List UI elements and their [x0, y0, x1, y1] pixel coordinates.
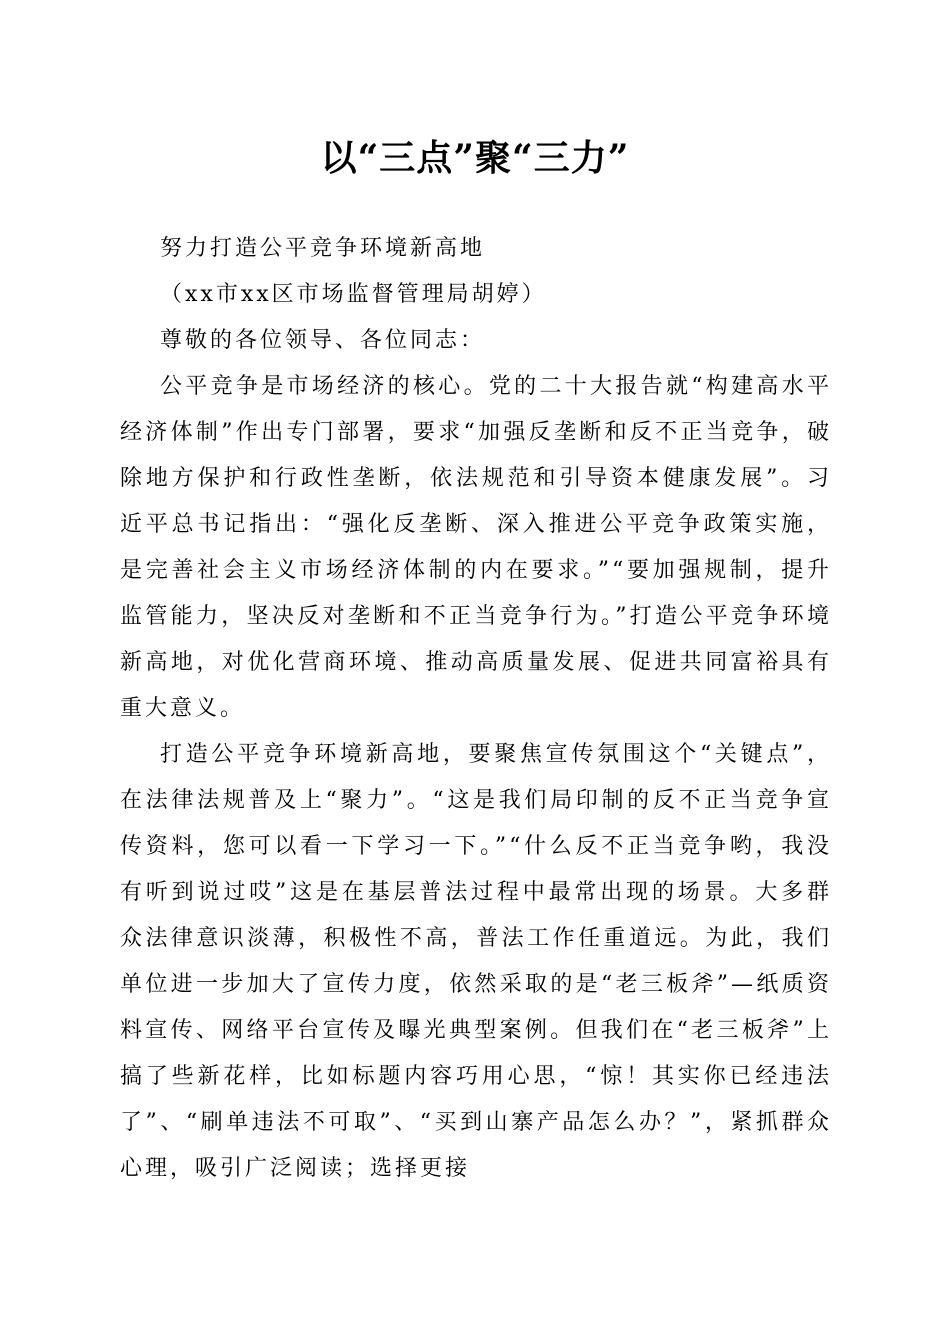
- body-paragraph: 公平竞争是市场经济的核心。党的二十大报告就“构建高水平经济体制”作出专门部署，要求“加强反垄断和反不正当竞争，破除地方保护和行政性垄断，依法规范和引导资本健康发展”。习近平总书记指出：“强化反垄断、深入推进公平竞争政策实施，是完善社会主义市场经济体制的内在要求。”“要加强规制，提升监管能力，坚决反对垄断和不正当竞争行为。”打造公平竞争环境新高地，对优化营商环境、推动高质量发展、促进共同富裕具有重大意义。: [120, 374, 832, 721]
- body-paragraph: 打造公平竞争环境新高地，要聚焦宣传氛围这个“关键点”，在法律法规普及上“聚力”。“这是我们局印制的反不正当竞争宣传资料，您可以看一下学习一下。”“什么反不正当竞争哟，我没有听到说过哎”这是在基层普法过程中最常出现的场景。大多群众法律意识淡薄，积极性不高，普法工作任重道远。为此，我们单位进一步加大了宣传力度，依然采取的是“老三板斧”—纸质资料宣传、网络平台宣传及曝光典型案例。但我们在“老三板斧”上搞了些新花样，比如标题内容巧用心思，“惊！其实你已经违法了”、“刷单违法不可取”、“买到山寨产品怎么办？”，紧抓群众心理，吸引广泛阅读；选择更接: [120, 742, 832, 1181]
- document-body: [120, 226, 832, 1192]
- subtitle: 努力打造公平竞争环境新高地: [160, 236, 486, 261]
- salutation: 尊敬的各位领导、各位同志：: [160, 328, 486, 353]
- document-title: 以“三点”聚“三力”: [320, 137, 630, 179]
- author-line: （xx市xx区市场监督管理局胡婷）: [160, 282, 547, 307]
